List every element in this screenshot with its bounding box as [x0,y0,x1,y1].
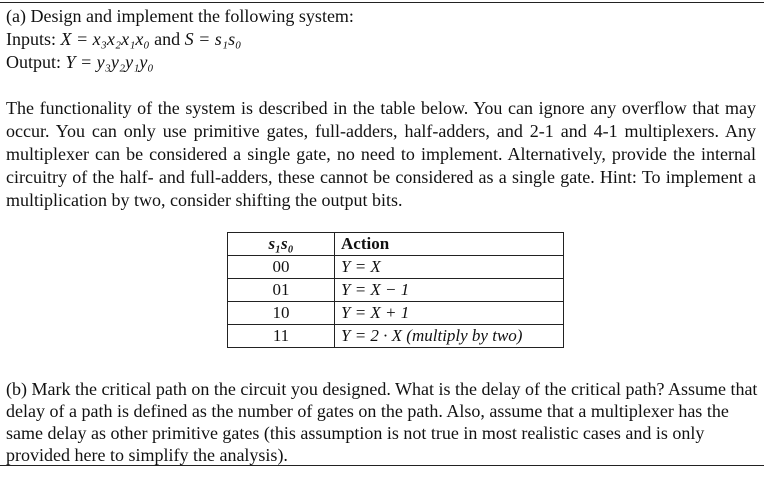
select-code: 00 [228,256,335,279]
part-b-paragraph: (b) Mark the critical path on the circuit you designed. What is the delay of the critical path? Assume that delay of a path is defined as the number of gates on the path. Also, assume that a multiplexer has the same delay as other primitive gates (this assumption is not true in most realistic cases and is only provided here to simplify the analysis). [6,379,758,465]
action-table [227,232,564,348]
select-code: 10 [228,302,335,325]
inputs-math: X = x₃x₂x₁x₀ [60,29,150,49]
select-column-header: s₁s₀ [228,233,335,256]
action-cell: Y = X + 1 [335,302,564,325]
action-column-header: Action [341,234,390,253]
inputs-label: Inputs: [6,29,61,49]
output-line [6,51,154,73]
select-code: 01 [228,279,335,302]
inputs-math-select: S = s₁s₀ [184,29,242,49]
part-a-heading: (a) Design and implement the following system: [6,6,354,26]
output-math: Y = y₃y₂y₁y₀ [65,52,154,72]
table-row [228,302,564,325]
select-code: 11 [228,325,335,348]
table-header-row [228,233,564,256]
description-paragraph: The functionality of the system is described in the table below. You can ignore any overflow that may occur. You can only use primitive gates, full-adders, half-adders, and 2-1 and 4-1 multiplexers. Any multiplexer can be considered a single gate, no need to implement. Alternatively, provide the internal circuitry of the half- and full-adders, these cannot be considered as a single gate. Hint: To implement a multiplication by two, consider shifting the output bits. [6,98,756,210]
bottom-divider [0,465,764,466]
inputs-and: and [149,29,185,49]
output-label: Output: [6,52,66,72]
table-row [228,279,564,302]
table-row [228,325,564,348]
table-row [228,256,564,279]
action-cell: Y = X − 1 [335,279,564,302]
inputs-line [6,28,241,50]
action-cell: Y = 2 · X (multiply by two) [335,325,564,348]
action-cell: Y = X [335,256,564,279]
top-divider [0,2,764,3]
